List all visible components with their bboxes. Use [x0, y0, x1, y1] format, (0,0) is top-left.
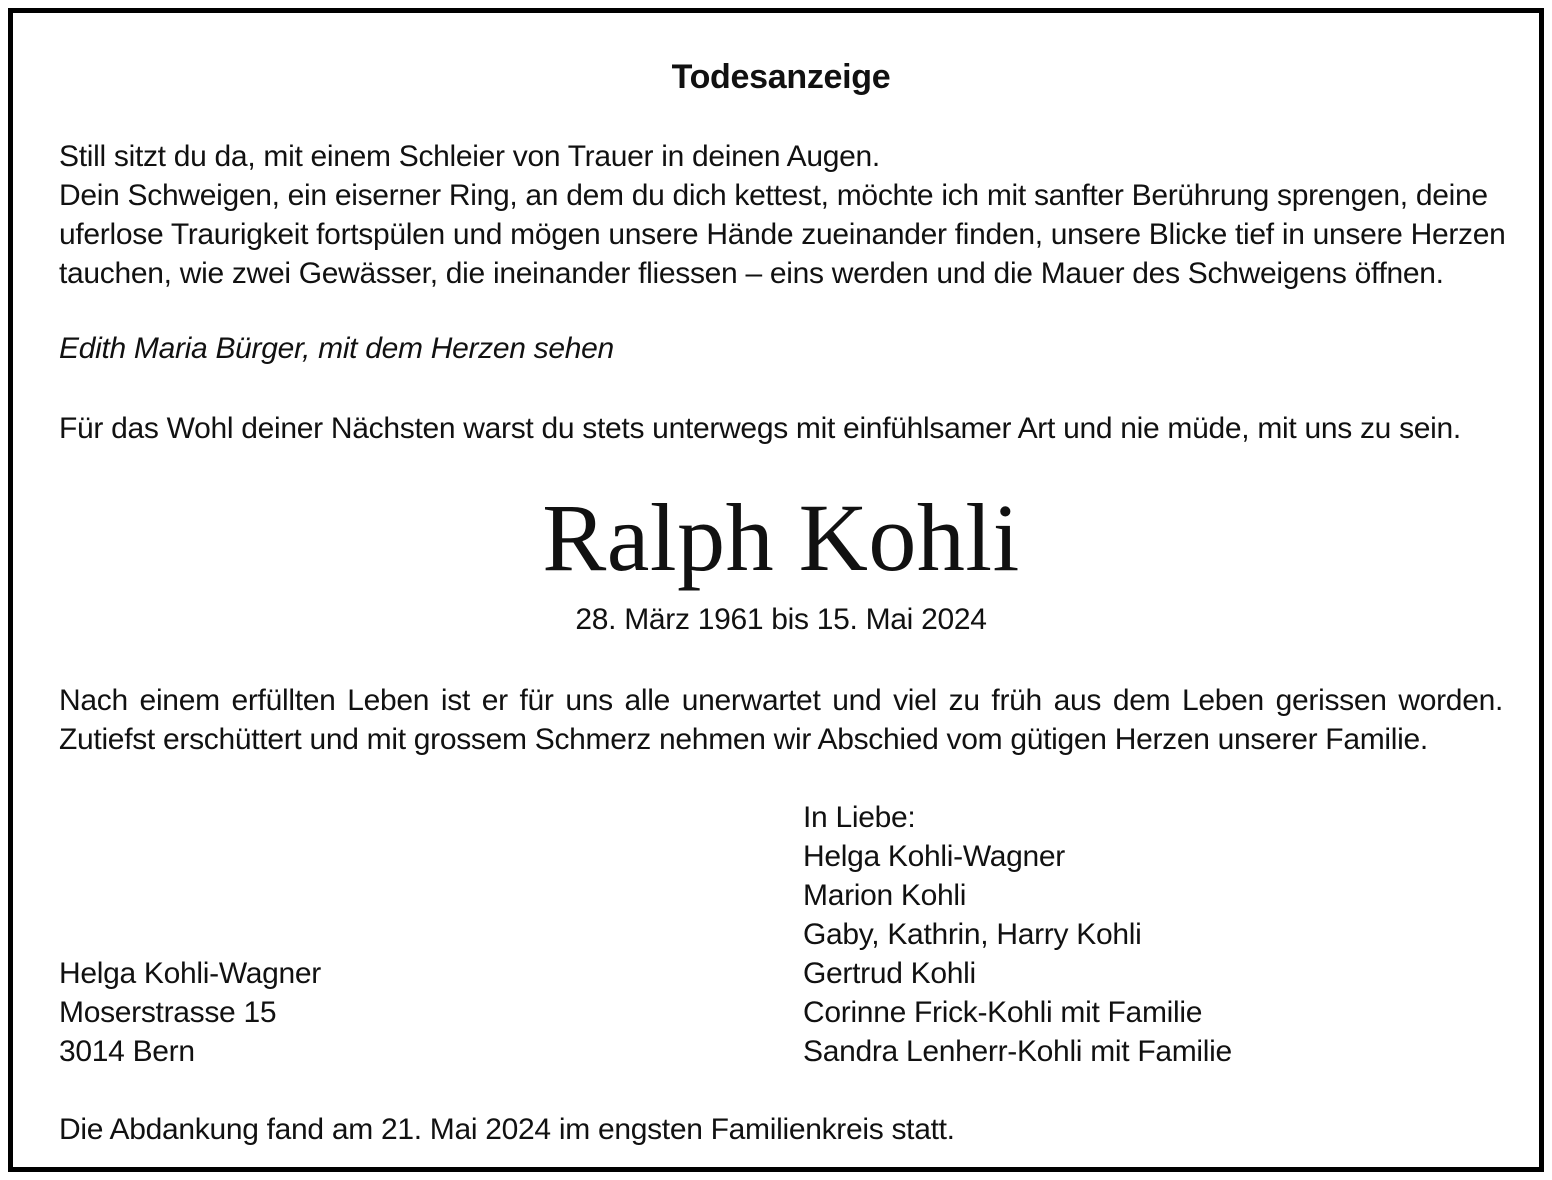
- poem-line: uferlose Traurigkeit fortspülen und mögen unsere Hände zueinander finden, unsere Blicke tief in unsere Herzen: [59, 218, 1506, 251]
- deceased-name: Ralph Kohli: [542, 484, 1020, 591]
- address-street: Moserstrasse 15: [59, 996, 277, 1029]
- address-name: Helga Kohli-Wagner: [59, 957, 321, 990]
- farewell-line: Zutiefst erschüttert und mit grossem Schmerz nehmen wir Abschied vom gütigen Herzen unserer Familie.: [59, 723, 1428, 756]
- poem: [59, 137, 1506, 293]
- life-dates: 28. März 1961 bis 15. Mai 2024: [575, 603, 987, 636]
- family-member: Gaby, Kathrin, Harry Kohli: [803, 918, 1142, 951]
- family-member: Helga Kohli-Wagner: [803, 840, 1065, 873]
- notice-heading: Todesanzeige: [671, 58, 891, 96]
- family-member: Sandra Lenherr-Kohli mit Familie: [803, 1035, 1232, 1068]
- funeral-note: Die Abdankung fand am 21. Mai 2024 im engsten Familienkreis statt.: [59, 1113, 955, 1146]
- contact-address: [59, 954, 321, 1071]
- intro-text: Für das Wohl deiner Nächsten warst du stets unterwegs mit einfühlsamer Art und nie müde, mit uns zu sein.: [59, 412, 1461, 445]
- family-member: Corinne Frick-Kohli mit Familie: [803, 996, 1203, 1029]
- poem-line: Still sitzt du da, mit einem Schleier von Trauer in deinen Augen.: [59, 140, 880, 173]
- family-intro: In Liebe:: [803, 801, 916, 834]
- poem-line: Dein Schweigen, ein eiserner Ring, an dem du dich kettest, möchte ich mit sanfter Berührung sprengen, deine: [59, 179, 1488, 212]
- family-member: Marion Kohli: [803, 879, 967, 912]
- address-city: 3014 Bern: [59, 1035, 195, 1068]
- family-list: [803, 798, 1232, 1071]
- farewell-text: [59, 681, 1503, 759]
- obituary-frame: [8, 8, 1544, 1172]
- quote-attribution: Edith Maria Bürger, mit dem Herzen sehen: [59, 332, 614, 365]
- poem-line: tauchen, wie zwei Gewässer, die ineinander fliessen – eins werden und die Mauer des Schweigens öffnen.: [59, 257, 1444, 290]
- farewell-line: Nach einem erfüllten Leben ist er für uns alle unerwartet und viel zu früh aus dem Leben gerissen worden.: [59, 684, 1503, 717]
- family-member: Gertrud Kohli: [803, 957, 976, 990]
